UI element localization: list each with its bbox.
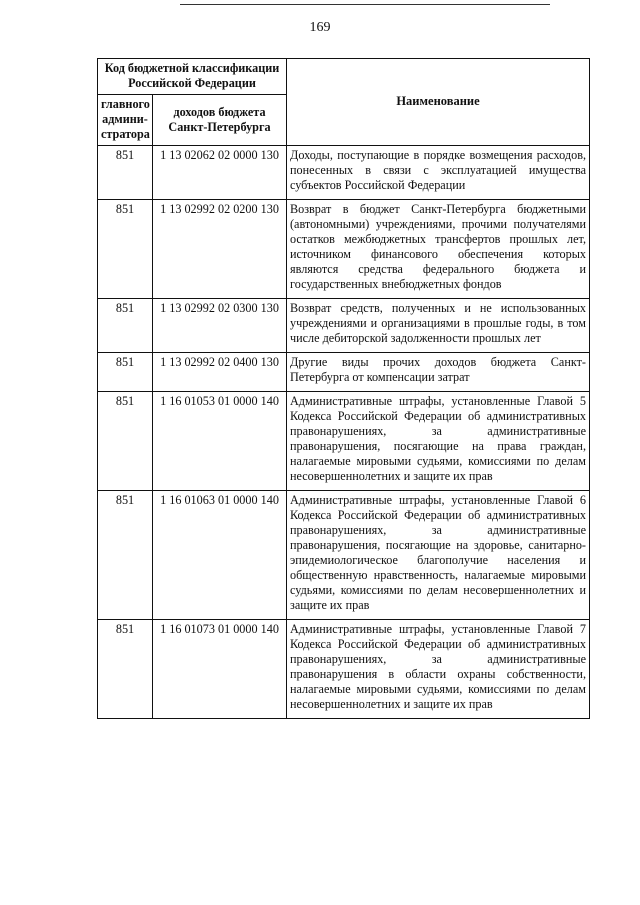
budget-classification-table [97,58,590,719]
name-cell: Доходы, поступающие в порядке возмещения расходов, понесенных в связи с эксплуатацией имущества субъектов Российской Федерации [287,146,590,200]
revenue-code-cell: 1 13 02992 02 0200 130 [153,200,287,299]
revenue-code-cell: 1 13 02062 02 0000 130 [153,146,287,200]
admin-code-cell: 851 [98,299,153,353]
table-row [98,491,590,620]
name-cell: Административные штрафы, установленные Главой 6 Кодекса Российской Федерации об административных правонарушениях, за административные правонарушения, посягающие на здоровье, санитарно-эпидемиологическое благополучие населения и общественную нравственность, налагаемые мировыми судьями, комиссиями по делам несовершеннолетних и защите их прав [287,491,590,620]
admin-code-cell: 851 [98,200,153,299]
name-cell: Возврат в бюджет Санкт-Петербурга бюджетными (автономными) учреждениями, прочими получателями остатков межбюджетных трансфертов прошлых лет, источником финансового обеспечения которых являются средства федерального бюджета и государственных внебюджетных фондов [287,200,590,299]
page-number: 169 [309,20,331,35]
admin-code-cell: 851 [98,146,153,200]
revenue-code-cell: 1 16 01053 01 0000 140 [153,392,287,491]
revenue-code-cell: 1 13 02992 02 0300 130 [153,299,287,353]
admin-code-cell: 851 [98,353,153,392]
admin-code-cell: 851 [98,392,153,491]
table-row [98,392,590,491]
header-name: Наименование [287,59,590,146]
header-main-administrator: главного админи-стратора [98,95,153,146]
top-rule [180,4,550,5]
header-budget-code-group: Код бюджетной классификации Российской Федерации [98,59,287,95]
table-row [98,299,590,353]
table-row [98,353,590,392]
name-cell: Административные штрафы, установленные Главой 7 Кодекса Российской Федерации об административных правонарушениях, за административные правонарушения в области охраны собственности, налагаемые мировыми судьями, комиссиями по делам несовершеннолетних и защите их прав [287,620,590,719]
table-row [98,620,590,719]
name-cell: Другие виды прочих доходов бюджета Санкт-Петербурга от компенсации затрат [287,353,590,392]
revenue-code-cell: 1 16 01073 01 0000 140 [153,620,287,719]
name-cell: Административные штрафы, установленные Главой 5 Кодекса Российской Федерации об административных правонарушениях, за административные правонарушения, посягающие на права граждан, налагаемые мировыми судьями, комиссиями по делам несовершеннолетних и защите их прав [287,392,590,491]
admin-code-cell: 851 [98,620,153,719]
table-row [98,200,590,299]
name-cell: Возврат средств, полученных и не использованных учреждениями и организациями в прошлые годы, в том числе дебиторской задолженности прошлых лет [287,299,590,353]
header-budget-revenue: доходов бюджета Санкт-Петербурга [153,95,287,146]
admin-code-cell: 851 [98,491,153,620]
revenue-code-cell: 1 16 01063 01 0000 140 [153,491,287,620]
table-row [98,146,590,200]
revenue-code-cell: 1 13 02992 02 0400 130 [153,353,287,392]
